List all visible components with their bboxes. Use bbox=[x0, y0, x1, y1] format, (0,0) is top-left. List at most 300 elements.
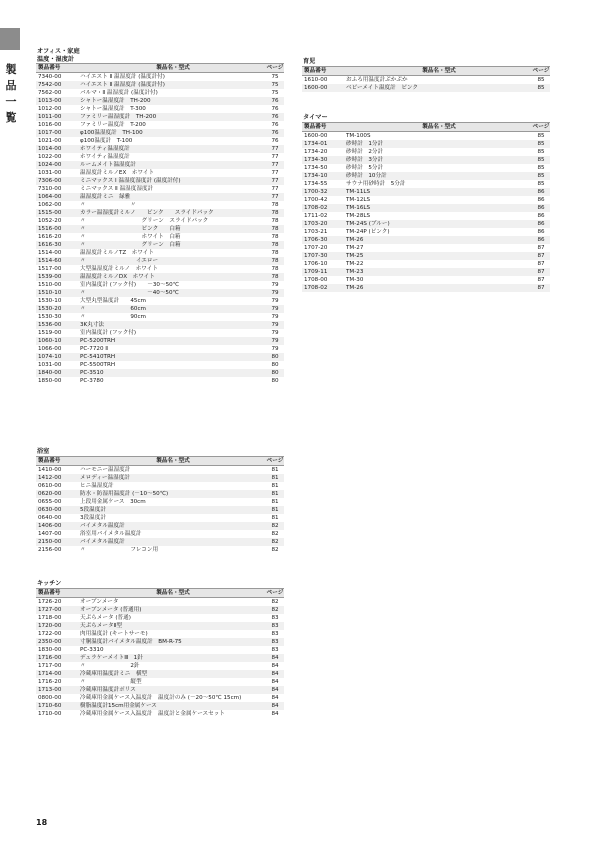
product-name: 天ぷらメータⅡ型 bbox=[80, 623, 122, 629]
product-name: 〃 グリーン 白箱 bbox=[80, 242, 181, 248]
table-row bbox=[36, 498, 284, 506]
header-page: ページ bbox=[266, 458, 284, 464]
table-row bbox=[302, 260, 550, 268]
product-page: 85 bbox=[537, 85, 545, 91]
product-page: 79 bbox=[271, 298, 279, 304]
section-office bbox=[36, 48, 284, 385]
product-code: 0610-00 bbox=[38, 483, 62, 489]
product-page: 78 bbox=[271, 274, 279, 280]
table-row bbox=[36, 598, 284, 606]
product-code: 1412-00 bbox=[38, 475, 62, 481]
product-code: 1726-20 bbox=[38, 599, 62, 605]
product-name: 〃 ピンク 白箱 bbox=[80, 226, 181, 232]
product-page: 82 bbox=[271, 607, 279, 613]
product-name: 冷蔵庫用金属ケース入温度計 温度計と金属ケースセット bbox=[80, 711, 225, 717]
product-name: 上段用金属ケース 30cm bbox=[80, 499, 146, 505]
product-page: 76 bbox=[271, 130, 279, 136]
table-row bbox=[302, 164, 550, 172]
product-name: TM-26 bbox=[346, 237, 364, 243]
product-page: 79 bbox=[271, 338, 279, 344]
product-code: 1711-02 bbox=[304, 213, 328, 219]
product-code: 1734-30 bbox=[304, 157, 328, 163]
product-code: 7542-00 bbox=[38, 82, 62, 88]
product-code: 1840-00 bbox=[38, 370, 62, 376]
product-name: TM-30 bbox=[346, 277, 364, 283]
table-row bbox=[36, 225, 284, 233]
product-code: 1052-20 bbox=[38, 218, 62, 224]
product-page: 79 bbox=[271, 306, 279, 312]
product-name: TM-11LS bbox=[346, 189, 371, 195]
section-title: タイマー bbox=[303, 114, 328, 121]
table-header bbox=[36, 63, 284, 73]
header-name: 製品名・型式 bbox=[156, 590, 190, 596]
product-page: 86 bbox=[537, 213, 545, 219]
product-page: 81 bbox=[271, 499, 279, 505]
product-name: おふろ用温度計ぷかぷか bbox=[346, 77, 408, 83]
product-page: 79 bbox=[271, 282, 279, 288]
product-code: 1022-00 bbox=[38, 154, 62, 160]
product-page: 77 bbox=[271, 178, 279, 184]
product-name: TM-23 bbox=[346, 269, 364, 275]
header-code: 製品番号 bbox=[38, 65, 61, 71]
product-name: 砂時計 10分計 bbox=[346, 173, 387, 179]
side-title-char: 覧 bbox=[5, 111, 17, 124]
table-row bbox=[36, 305, 284, 313]
product-code: 1713-00 bbox=[38, 687, 62, 693]
product-code: 0640-00 bbox=[38, 515, 62, 521]
product-page: 84 bbox=[271, 663, 279, 669]
table-row bbox=[36, 638, 284, 646]
product-page: 77 bbox=[271, 170, 279, 176]
product-code: 1710-00 bbox=[38, 711, 62, 717]
header-code: 製品番号 bbox=[38, 590, 61, 596]
product-code: 1530-20 bbox=[38, 306, 62, 312]
product-code: 1616-30 bbox=[38, 242, 62, 248]
table-row bbox=[36, 361, 284, 369]
table-row bbox=[36, 193, 284, 201]
product-code: 1717-00 bbox=[38, 663, 62, 669]
product-name: 砂時計 5分計 bbox=[346, 165, 384, 171]
product-page: 84 bbox=[271, 679, 279, 685]
product-code: 1734-20 bbox=[304, 149, 328, 155]
table-row bbox=[302, 196, 550, 204]
product-page: 77 bbox=[271, 186, 279, 192]
header-page: ページ bbox=[266, 65, 284, 71]
product-name: 〃 －40〜50℃ bbox=[80, 290, 179, 296]
product-page: 79 bbox=[271, 290, 279, 296]
product-name: ハイエスト Ⅱ 温湿度計 (温度計付) bbox=[80, 82, 165, 88]
product-page: 81 bbox=[271, 507, 279, 513]
table-row bbox=[36, 702, 284, 710]
product-name: デュラケーメイトⅢ 1針 bbox=[80, 655, 143, 661]
table-row bbox=[36, 622, 284, 630]
product-name: TM-100S bbox=[346, 133, 371, 139]
product-code: 0800-00 bbox=[38, 695, 62, 701]
table-row bbox=[36, 249, 284, 257]
table-row bbox=[36, 289, 284, 297]
product-name: TM-22 bbox=[346, 261, 364, 267]
product-code: 1714-00 bbox=[38, 671, 62, 677]
product-code: 1016-00 bbox=[38, 122, 62, 128]
table-row bbox=[302, 172, 550, 180]
product-page: 82 bbox=[271, 599, 279, 605]
product-code: 1515-00 bbox=[38, 210, 62, 216]
product-page: 83 bbox=[271, 639, 279, 645]
header-name: 製品名・型式 bbox=[422, 124, 456, 130]
product-code: 7306-00 bbox=[38, 178, 62, 184]
product-name: ホワイティ温湿度計 bbox=[80, 146, 130, 152]
table-row bbox=[302, 156, 550, 164]
product-code: 1734-55 bbox=[304, 181, 328, 187]
product-page: 75 bbox=[271, 82, 279, 88]
product-name: PC-3310 bbox=[80, 647, 104, 653]
product-page: 87 bbox=[537, 253, 545, 259]
product-name: バイメタル温度計 bbox=[80, 539, 125, 545]
product-code: 1707-30 bbox=[304, 253, 328, 259]
table-row bbox=[36, 514, 284, 522]
product-name: 〃 グリーン スライドパック bbox=[80, 218, 209, 224]
product-page: 78 bbox=[271, 266, 279, 272]
product-code: 7310-00 bbox=[38, 186, 62, 192]
product-name: ホワイティ温湿度計 bbox=[80, 154, 130, 160]
product-page: 85 bbox=[537, 141, 545, 147]
page-number: 18 bbox=[36, 818, 48, 827]
table-row bbox=[36, 345, 284, 353]
product-name: 〃 イエロー bbox=[80, 258, 159, 264]
product-name: 砂時計 3分計 bbox=[346, 157, 384, 163]
table-row bbox=[36, 377, 284, 385]
product-name: 冷蔵庫用温度計ポリス bbox=[80, 687, 136, 693]
table-row bbox=[36, 201, 284, 209]
table-row bbox=[36, 209, 284, 217]
product-code: 1727-00 bbox=[38, 607, 62, 613]
section-title: 浴室 bbox=[37, 448, 50, 455]
product-name: 温湿度計ミルノDX ホワイト bbox=[80, 274, 155, 280]
product-code: 1539-00 bbox=[38, 274, 62, 280]
product-page: 82 bbox=[271, 539, 279, 545]
product-name: 冷蔵庫用温度計ミニ 横型 bbox=[80, 671, 148, 677]
product-code: 1407-00 bbox=[38, 531, 62, 537]
product-name: 室内温度計 (フック付) bbox=[80, 330, 137, 336]
product-name: 樹脂温度計15cm用金属ケース bbox=[80, 703, 157, 709]
product-page: 79 bbox=[271, 314, 279, 320]
table-row bbox=[302, 180, 550, 188]
product-code: 1530-10 bbox=[38, 298, 62, 304]
table-row bbox=[302, 188, 550, 196]
product-name: ベビーメイト温度計 ピンク bbox=[346, 85, 418, 91]
table-row bbox=[302, 212, 550, 220]
product-page: 81 bbox=[271, 515, 279, 521]
product-page: 84 bbox=[271, 703, 279, 709]
product-page: 78 bbox=[271, 218, 279, 224]
header-page: ページ bbox=[532, 124, 550, 130]
product-name: PC-7720 Ⅱ bbox=[80, 346, 109, 352]
product-page: 86 bbox=[537, 237, 545, 243]
table-header bbox=[302, 66, 550, 76]
header-code: 製品番号 bbox=[38, 458, 61, 464]
product-name: ファミリー温湿度計 TH-200 bbox=[80, 114, 157, 120]
product-page: 87 bbox=[537, 269, 545, 275]
product-name: 冷蔵庫用金属ケース入温度計 温度計のみ (－20〜50℃ 15cm) bbox=[80, 695, 242, 701]
product-name: 砂時計 1分計 bbox=[346, 141, 384, 147]
header-code: 製品番号 bbox=[304, 68, 327, 74]
table-row bbox=[36, 614, 284, 622]
product-code: 1706-30 bbox=[304, 237, 328, 243]
table-row bbox=[36, 137, 284, 145]
table-row bbox=[36, 490, 284, 498]
table-row bbox=[36, 482, 284, 490]
product-page: 79 bbox=[271, 346, 279, 352]
table-row bbox=[36, 217, 284, 225]
product-name: ハーモニー温湿度計 bbox=[80, 467, 131, 473]
section-bath bbox=[36, 448, 284, 554]
table-row bbox=[36, 313, 284, 321]
product-code: 7562-00 bbox=[38, 90, 62, 96]
product-code: 1064-00 bbox=[38, 194, 62, 200]
section-title: 育児 bbox=[303, 58, 316, 65]
table-row bbox=[36, 646, 284, 654]
product-name: ハイエスト Ⅱ 温湿度計 (温度計付) bbox=[80, 74, 165, 80]
product-code: 1850-00 bbox=[38, 378, 62, 384]
table-row bbox=[36, 662, 284, 670]
product-code: 1703-20 bbox=[304, 221, 328, 227]
product-code: 1066-00 bbox=[38, 346, 62, 352]
product-page: 85 bbox=[537, 165, 545, 171]
product-name: 〃 〃 bbox=[80, 202, 136, 208]
product-name: 大型温湿度計ミルノ ホワイト bbox=[80, 266, 158, 272]
product-code: 1718-00 bbox=[38, 615, 62, 621]
product-page: 81 bbox=[271, 467, 279, 473]
product-page: 84 bbox=[271, 687, 279, 693]
product-page: 79 bbox=[271, 330, 279, 336]
product-page: 84 bbox=[271, 671, 279, 677]
product-page: 81 bbox=[271, 491, 279, 497]
product-code: 1014-00 bbox=[38, 146, 62, 152]
product-name: 〃 60cm bbox=[80, 306, 146, 312]
product-page: 86 bbox=[537, 205, 545, 211]
table-row bbox=[36, 153, 284, 161]
product-name: 3段温度計 bbox=[80, 515, 106, 521]
product-name: 寸胴温度計バイメタル温度計 BM-R-75 bbox=[80, 639, 182, 645]
product-code: 1031-00 bbox=[38, 170, 62, 176]
product-name: PC-5500TRH bbox=[80, 362, 116, 368]
product-page: 87 bbox=[537, 261, 545, 267]
section-baby bbox=[302, 58, 550, 92]
product-code: 1406-00 bbox=[38, 523, 62, 529]
product-name: 〃 フレコン用 bbox=[80, 547, 159, 553]
product-name: TM-24S (ブルー) bbox=[346, 221, 390, 227]
table-row bbox=[302, 228, 550, 236]
table-row bbox=[36, 670, 284, 678]
product-code: 1600-00 bbox=[304, 133, 328, 139]
table-row bbox=[36, 73, 284, 81]
product-name: ファミリー温度計 T-200 bbox=[80, 122, 146, 128]
product-code: 1722-00 bbox=[38, 631, 62, 637]
table-row bbox=[302, 276, 550, 284]
product-page: 87 bbox=[537, 277, 545, 283]
table-row bbox=[36, 185, 284, 193]
product-name: 5段温度計 bbox=[80, 507, 106, 513]
product-page: 79 bbox=[271, 322, 279, 328]
product-page: 80 bbox=[271, 354, 279, 360]
product-code: 1716-00 bbox=[38, 655, 62, 661]
side-title bbox=[4, 62, 18, 126]
product-name: シャトー温湿度計 T-300 bbox=[80, 106, 146, 112]
header-page: ページ bbox=[266, 590, 284, 596]
product-page: 86 bbox=[537, 197, 545, 203]
product-name: 肉用温度計 (キートサーモ) bbox=[80, 631, 148, 637]
product-name: ルームメイト温湿度計 bbox=[80, 162, 136, 168]
product-page: 76 bbox=[271, 114, 279, 120]
product-code: 1706-10 bbox=[304, 261, 328, 267]
product-code: 1700-32 bbox=[304, 189, 328, 195]
table-row bbox=[36, 530, 284, 538]
product-name: シャトー温湿度計 TH-200 bbox=[80, 98, 151, 104]
table-row bbox=[36, 145, 284, 153]
table-row bbox=[36, 81, 284, 89]
product-code: 1517-00 bbox=[38, 266, 62, 272]
product-code: 1519-00 bbox=[38, 330, 62, 336]
side-title-char: 品 bbox=[5, 79, 17, 92]
product-page: 85 bbox=[537, 157, 545, 163]
table-row bbox=[36, 121, 284, 129]
product-code: 2150-00 bbox=[38, 539, 62, 545]
product-code: 1703-21 bbox=[304, 229, 328, 235]
table-row bbox=[36, 233, 284, 241]
product-page: 83 bbox=[271, 623, 279, 629]
product-page: 85 bbox=[537, 173, 545, 179]
product-page: 81 bbox=[271, 475, 279, 481]
table-row bbox=[36, 329, 284, 337]
product-name: 〃 90cm bbox=[80, 314, 146, 320]
product-page: 82 bbox=[271, 531, 279, 537]
product-code: 1031-00 bbox=[38, 362, 62, 368]
product-code: 1708-02 bbox=[304, 285, 328, 291]
product-name: PC-3780 bbox=[80, 378, 104, 384]
product-code: 1516-00 bbox=[38, 226, 62, 232]
product-name: TM-27 bbox=[346, 245, 364, 251]
product-code: 1734-01 bbox=[304, 141, 328, 147]
side-title-char: 一 bbox=[5, 95, 17, 108]
product-name: 防水・防湿用温度計 (－10〜50℃) bbox=[80, 491, 169, 497]
table-row bbox=[36, 177, 284, 185]
product-code: 0620-00 bbox=[38, 491, 62, 497]
table-row bbox=[36, 129, 284, 137]
product-page: 84 bbox=[271, 711, 279, 717]
table-row bbox=[302, 204, 550, 212]
product-code: 1012-00 bbox=[38, 106, 62, 112]
product-name: TM-26 bbox=[346, 285, 364, 291]
product-code: 1514-60 bbox=[38, 258, 62, 264]
product-name: 温湿度計ミルノEX ホワイト bbox=[80, 170, 155, 176]
table-row bbox=[36, 321, 284, 329]
table-row bbox=[36, 105, 284, 113]
product-name: ミニマックス Ⅰ 温湿度湿度計 (温度計付) bbox=[80, 178, 181, 184]
table-row bbox=[36, 369, 284, 377]
table-header bbox=[36, 588, 284, 598]
table-row bbox=[302, 244, 550, 252]
product-code: 1610-00 bbox=[304, 77, 328, 83]
product-page: 78 bbox=[271, 258, 279, 264]
product-page: 83 bbox=[271, 631, 279, 637]
section-subtitle: 温度・湿度計 bbox=[37, 56, 75, 63]
product-name: 砂時計 2分計 bbox=[346, 149, 384, 155]
product-name: φ100温度計 T-100 bbox=[80, 138, 133, 144]
product-name: 〃 縦型 bbox=[80, 679, 142, 685]
table-row bbox=[36, 273, 284, 281]
product-code: 1011-00 bbox=[38, 114, 62, 120]
product-page: 82 bbox=[271, 523, 279, 529]
table-header bbox=[36, 456, 284, 466]
table-row bbox=[36, 474, 284, 482]
product-page: 86 bbox=[537, 229, 545, 235]
product-name: オーブンメータ bbox=[80, 599, 119, 605]
product-name: 温湿度計ミニ 緑雅 bbox=[80, 194, 131, 200]
product-name: 〃 2針 bbox=[80, 663, 140, 669]
product-page: 76 bbox=[271, 138, 279, 144]
product-page: 85 bbox=[537, 181, 545, 187]
table-row bbox=[36, 113, 284, 121]
product-name: 温湿度計ミルノTZ ホワイト bbox=[80, 250, 154, 256]
product-name: 大型丸型温度計 45cm bbox=[80, 298, 146, 304]
product-name: バイメタル温度計 bbox=[80, 523, 125, 529]
product-page: 85 bbox=[537, 149, 545, 155]
product-page: 78 bbox=[271, 202, 279, 208]
product-code: 2156-00 bbox=[38, 547, 62, 553]
table-row bbox=[36, 265, 284, 273]
product-code: 1616-20 bbox=[38, 234, 62, 240]
product-code: 1017-00 bbox=[38, 130, 62, 136]
table-row bbox=[36, 337, 284, 345]
product-page: 76 bbox=[271, 122, 279, 128]
product-name: 〃 ホワイト 白箱 bbox=[80, 234, 181, 240]
product-code: 1716-20 bbox=[38, 679, 62, 685]
product-name: メロディー温湿度計 bbox=[80, 475, 130, 481]
header-code: 製品番号 bbox=[304, 124, 327, 130]
product-page: 76 bbox=[271, 106, 279, 112]
section-title: キッチン bbox=[37, 580, 62, 587]
table-row bbox=[302, 140, 550, 148]
product-code: 1074-10 bbox=[38, 354, 62, 360]
table-row bbox=[36, 710, 284, 718]
table-row bbox=[36, 297, 284, 305]
product-page: 86 bbox=[537, 189, 545, 195]
table-row bbox=[36, 89, 284, 97]
product-name: 3K丸寸法 bbox=[80, 322, 105, 328]
product-page: 76 bbox=[271, 98, 279, 104]
product-code: 1734-10 bbox=[304, 173, 328, 179]
table-row bbox=[36, 506, 284, 514]
product-page: 85 bbox=[537, 77, 545, 83]
table-row bbox=[36, 466, 284, 474]
product-code: 1013-00 bbox=[38, 98, 62, 104]
product-page: 83 bbox=[271, 615, 279, 621]
table-row bbox=[302, 220, 550, 228]
product-page: 77 bbox=[271, 162, 279, 168]
table-row bbox=[36, 97, 284, 105]
table-row bbox=[36, 538, 284, 546]
product-code: 1707-20 bbox=[304, 245, 328, 251]
product-page: 80 bbox=[271, 370, 279, 376]
section-timer bbox=[302, 114, 550, 292]
header-name: 製品名・型式 bbox=[422, 68, 456, 74]
product-page: 87 bbox=[537, 285, 545, 291]
product-page: 85 bbox=[537, 133, 545, 139]
product-page: 77 bbox=[271, 194, 279, 200]
product-code: 1060-10 bbox=[38, 338, 62, 344]
product-code: 1600-00 bbox=[304, 85, 328, 91]
product-page: 86 bbox=[537, 221, 545, 227]
